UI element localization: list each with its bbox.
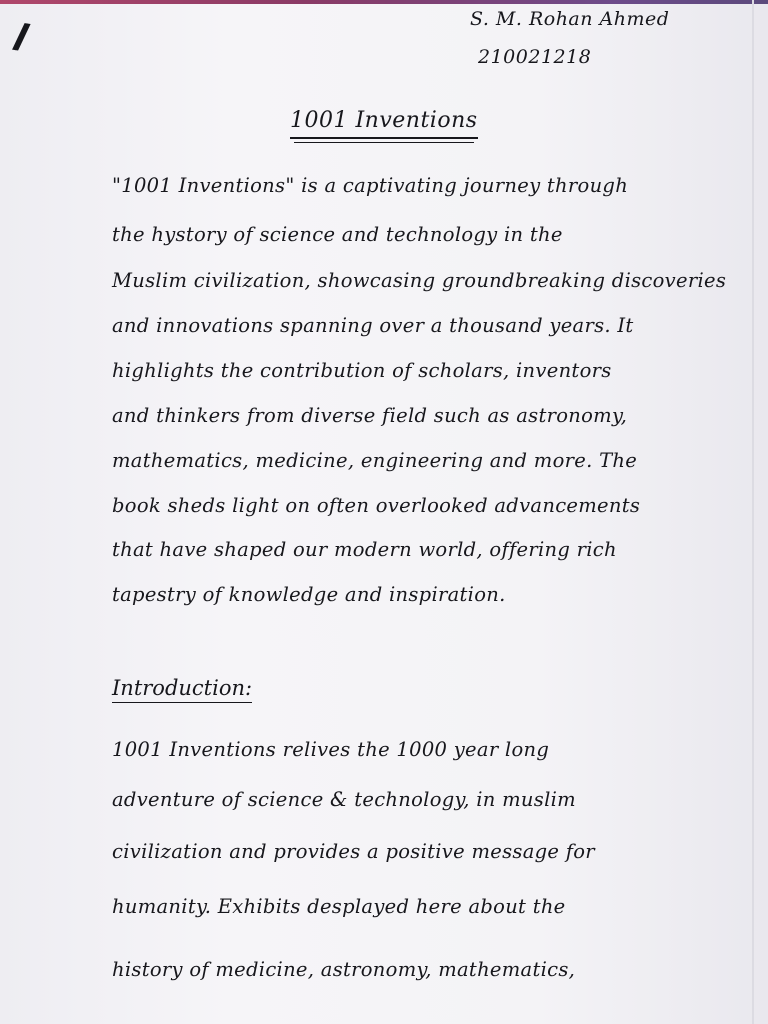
summary-line: mathematics, medicine, engineering and more. The — [112, 449, 638, 472]
summary-line: tapestry of knowledge and inspiration. — [112, 583, 506, 606]
introduction-heading — [112, 676, 252, 700]
student-id: 210021218 — [478, 46, 592, 68]
title-underline — [290, 137, 478, 139]
page-top-edge — [0, 0, 768, 4]
summary-line: Muslim civilization, showcasing groundbreaking discoveries — [112, 269, 727, 292]
introduction-line: humanity. Exhibits desplayed here about the — [112, 895, 566, 918]
summary-line: that have shaped our modern world, offering rich — [112, 538, 617, 561]
page-margin-line — [752, 0, 754, 1024]
summary-line: highlights the contribution of scholars, inventors — [112, 359, 612, 382]
summary-line: "1001 Inventions" is a captivating journey through — [112, 174, 629, 197]
author-name: S. M. Rohan Ahmed — [470, 8, 670, 30]
introduction-line: civilization and provides a positive message for — [112, 840, 595, 863]
summary-line: and innovations spanning over a thousand years. It — [112, 314, 634, 337]
page-title: 1001 Inventions — [290, 108, 478, 133]
summary-line: the hystory of science and technology in the — [112, 223, 563, 246]
title-block — [290, 108, 478, 143]
introduction-heading-text: Introduction: — [112, 676, 252, 703]
introduction-line: adventure of science & technology, in muslim — [112, 788, 576, 811]
summary-line: and thinkers from diverse field such as astronomy, — [112, 404, 628, 427]
title-underline-second — [294, 142, 474, 144]
summary-line: book sheds light on often overlooked advancements — [112, 494, 641, 517]
introduction-line: history of medicine, astronomy, mathematics, — [112, 958, 576, 981]
corner-slash-mark: // — [11, 15, 22, 57]
introduction-line: 1001 Inventions relives the 1000 year long — [112, 738, 550, 761]
